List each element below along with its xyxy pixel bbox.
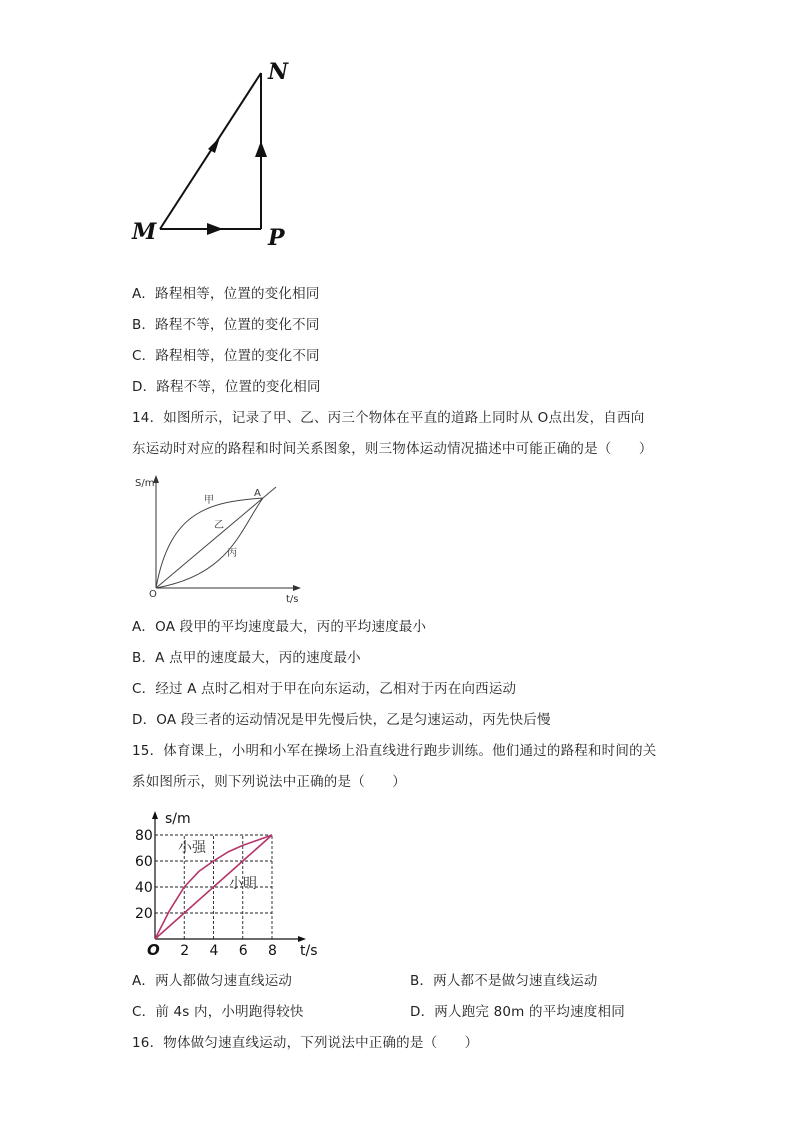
q14-origin: O <box>149 589 157 600</box>
x-tick-label-4: 4 <box>209 943 219 959</box>
q14-label-bing: 丙 <box>227 548 237 559</box>
q14-label-yi: 乙 <box>214 520 224 531</box>
q15-stem-line2: 系如图所示，则下列说法中正确的是（ ） <box>132 774 406 790</box>
x-axis-label: t/s <box>300 943 318 959</box>
q15-option-b: B．两人都不是做匀速直线运动 <box>410 973 598 989</box>
q14-option-a: A．OA 段甲的平均速度最大，丙的平均速度最小 <box>132 619 427 635</box>
q14-xlabel: t/s <box>286 594 299 605</box>
q14-label-jia: 甲 <box>204 495 214 506</box>
q15-chart <box>128 808 328 968</box>
label-p: P <box>268 225 285 251</box>
mnp-figure <box>128 55 308 255</box>
q14-graph <box>130 470 310 610</box>
q14-point-a: A <box>254 488 261 499</box>
q14-stem-line1: 14．如图所示，记录了甲、乙、丙三个物体在平直的道路上同时从 O点出发，自西向 <box>132 410 645 426</box>
arrow-mp-icon <box>207 223 223 235</box>
series-label-1: 小强 <box>178 840 206 856</box>
x-tick-label-8: 8 <box>268 943 277 959</box>
arrow-pn-icon <box>255 141 267 157</box>
y-tick-label-20: 20 <box>135 906 153 922</box>
q13-option-d: D．路程不等，位置的变化相同 <box>132 379 321 395</box>
x-axis-arrow-icon <box>298 936 306 942</box>
q13-option-a: A．路程相等，位置的变化相同 <box>132 286 320 302</box>
y-tick-label-60: 60 <box>135 854 153 870</box>
y-axis-arrow-icon <box>152 811 158 819</box>
q14-option-b: B．A 点甲的速度最大，丙的速度最小 <box>132 650 361 666</box>
y-tick-label-80: 80 <box>135 828 153 844</box>
mn-segment <box>160 73 261 229</box>
q14-option-c: C．经过 A 点时乙相对于甲在向东运动，乙相对于丙在向西运动 <box>132 681 517 697</box>
y-axis-label: s/m <box>165 811 191 827</box>
q16-stem-line1: 16．物体做匀速直线运动，下列说法中正确的是（ ） <box>132 1035 479 1051</box>
q15-option-d: D．两人跑完 80m 的平均速度相同 <box>410 1004 625 1020</box>
label-m: M <box>132 219 157 245</box>
q15-stem-line1: 15．体育课上，小明和小军在操场上沿直线进行跑步训练。他们通过的路程和时间的关 <box>132 743 657 759</box>
q14-ylabel: S/m <box>135 478 155 489</box>
q15-option-a: A．两人都做匀速直线运动 <box>132 973 293 989</box>
q14-option-d: D．OA 段三者的运动情况是甲先慢后快，乙是匀速运动，丙先快后慢 <box>132 712 551 728</box>
y-tick-label-40: 40 <box>135 880 153 896</box>
q14-stem-line2: 东运动时对应的路程和时间关系图象，则三物体运动情况描述中可能正确的是（ ） <box>132 441 653 457</box>
q14-x-arrow-icon <box>293 585 301 591</box>
q13-option-b: B．路程不等，位置的变化不同 <box>132 317 320 333</box>
origin-label: O <box>147 941 160 959</box>
x-tick-label-2: 2 <box>180 943 190 959</box>
x-tick-label-6: 6 <box>238 943 248 959</box>
label-n: N <box>268 59 289 85</box>
series-label-2: 小明 <box>229 876 257 892</box>
q13-option-c: C．路程相等，位置的变化不同 <box>132 348 320 364</box>
q15-option-c: C．前 4s 内，小明跑得较快 <box>132 1004 304 1020</box>
